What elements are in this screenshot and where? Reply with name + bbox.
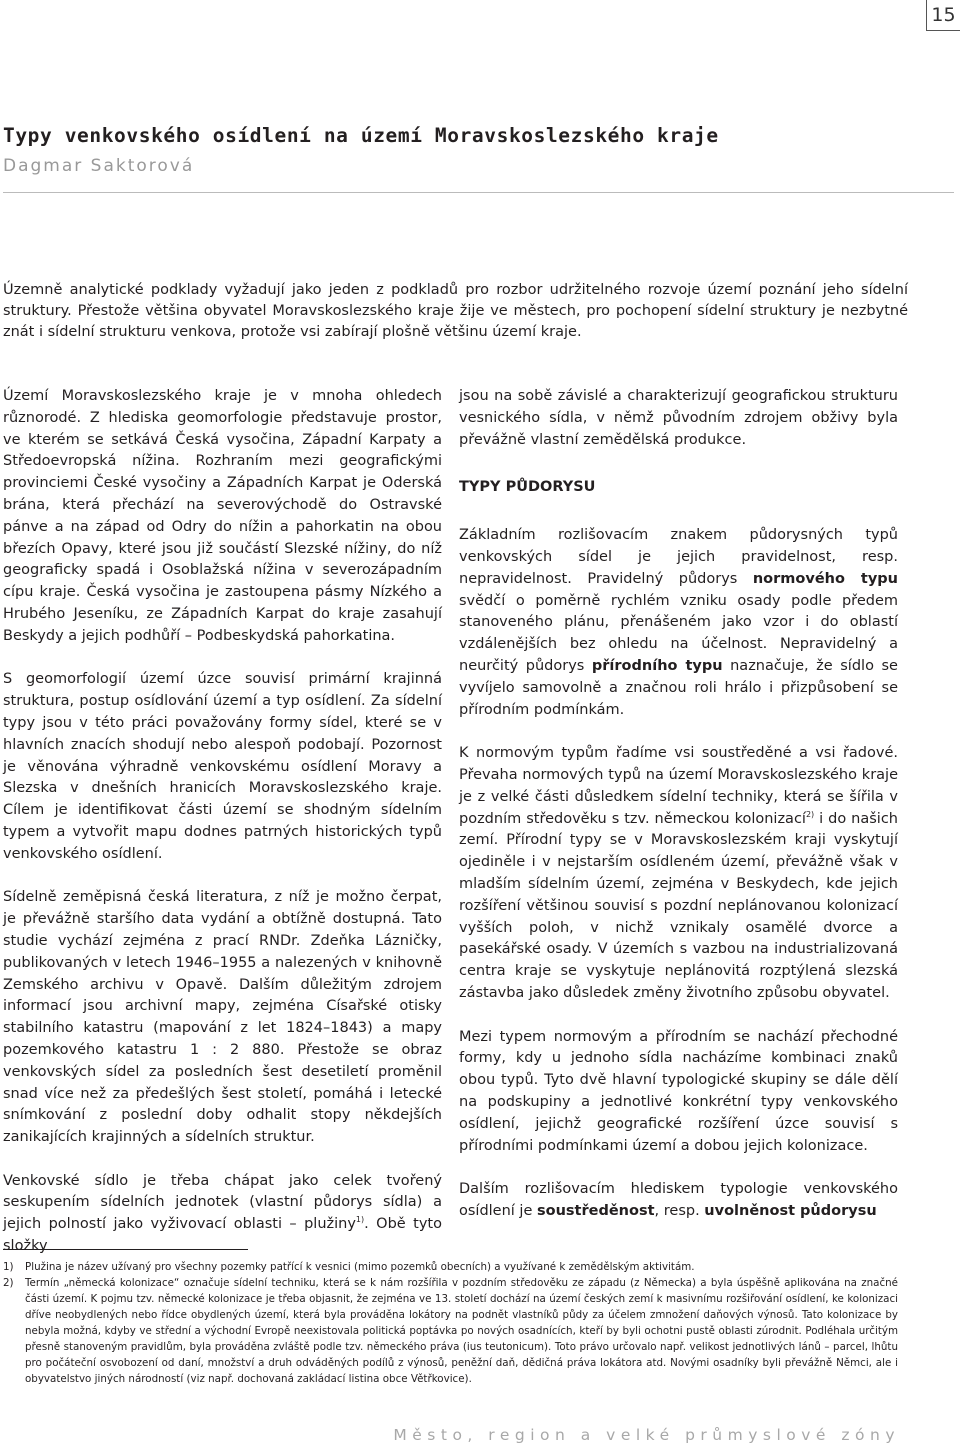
article-title: Typy venkovského osídlení na území Moravskoslezského kraje xyxy=(3,124,719,147)
right-p2-c: svědčí o poměrně rychlém vzniku osady podle předem stanoveného plánu, přenášeném jako vzor i do oblastí vzdálenějších bez ohledu na účelnost. Nepravidelný a neurčitý půdorys xyxy=(459,592,898,674)
title-divider xyxy=(3,192,954,193)
footnote-ref-2: 2) xyxy=(805,809,815,819)
running-footer: Město, region a velké průmyslové zóny xyxy=(393,1426,900,1444)
footnotes xyxy=(3,1259,898,1387)
right-column xyxy=(459,386,898,1244)
left-paragraph-3: Sídelně zeměpisná česká literatura, z níž je možno čerpat, je převážně staršího data vydání a obtížně dostupná. Tato studie vychází zejména z prací RNDr. Zdeňka Lázničky, publikovaných v letech 1946–1955 a nalezených v knihovně Zemského archivu v Opavě. Dalším důležitým zdrojem informací jsou archivní mapy, zejména Císařské otisky stabilního katastru (mapování z let 1824–1843) a mapy pozemkového katastru 1 : 2 880. Přestože se obraz venkovských sídel za posledních šest desetiletí proměnil snad více než za předešlých šest století, pomáhá i letecké snímkování z poslední doby odhalit stopy někdejších zanikajících krajinných a sídelních struktur. xyxy=(3,889,442,1146)
left-paragraph-1: Území Moravskoslezského kraje je v mnoha ohledech různorodé. Z hlediska geomorfologie představuje prostor, ve kterém se setkává Česká vysočina, Západní Karpaty a Středoevropská nížina. Rozhraním mezi geografickými provinciemi České vysočiny a Západních Karpat je Oderská brána, která přechází na severovýchodě do Ostravské pánve a na západ od Odry do nížin a pahorkatin na obou březích Opavy, které jsou již součástí Slezské nížiny, do níž geograficky spadá i Osoblažská nížina v severozápadním cípu kraje. Česká vysočina je zastoupena pásmy Nízkého a Hrubého Jeseníku, ze Západních Karpat do kraje zasahují Beskydy a jejich podhůří – Podbeskydská pahorkatina. xyxy=(3,388,442,644)
right-p5-a: Dalším rozlišovacím hlediskem typologie venkovského osídlení je xyxy=(459,1181,898,1219)
right-p3-b: i do našich zemí. Přírodní typy se v Moravskoslezském kraji vyskytují ojediněle i v nejstarším osídleném území, převážně však v mladším sídelním území, zejména v Beskydech, kde jejich rozšíření většinou souvisí s pozdní neplánovanou kolonizací vyšších poloh, v nichž vznikaly osamělé dvorce a pasekářské osady. V územích s vazbou na industrializovaná centra kraje se vyskytuje neplánovitá rozptýlená slezská zástavba jako důsledek změny životního způsobu obyvatel. xyxy=(459,810,898,1001)
right-paragraph-4: Mezi typem normovým a přírodním se nachází přechodné formy, kdy u jednoho sídla nacházíme kombinaci znaků obou typů. Tyto dvě hlavní typologické skupiny se dále dělí na podskupiny a jednotlivé konkrétní typy venkovského osídlení, jejichž geografické rozšíření úzce souvisí s přírodními podmínkami území a dobou jejich kolonizace. xyxy=(459,1028,898,1154)
left-paragraph-2: S geomorfologií území úzce souvisí primární krajinná struktura, postup osídlování území a typ osídlení. Za sídelní typy jsou v této práci považovány formy sídel, které se v hlavních znacích shodují nebo alespoň podobají. Pozornost je věnována výhradně venkovskému osídlení Moravy a Slezska v dnešních hranicích Moravskoslezského kraje. Cílem je identifikovat části území se shodným sídelním typem a vytvořit mapu dodnes patrných historických typů venkovského osídlení. xyxy=(3,671,442,862)
left-column xyxy=(3,386,442,1280)
article-author: Dagmar Saktorová xyxy=(3,156,195,176)
right-p2-e: naznačuje, že sídlo se vyvíjelo samovolně a značnou roli hrálo i přizpůsobení se přírodním podmínkám. xyxy=(459,657,898,718)
section-heading: TYPY PŮDORYSU xyxy=(459,479,596,496)
right-p2-a: Základním rozlišovacím znakem půdorysných typů venkovských sídel je jejich pravidelnost, resp. nepravidelnost. Pravidelný půdorys xyxy=(459,527,898,587)
right-paragraph-5 xyxy=(459,1179,898,1223)
footnote-number: 1) xyxy=(3,1261,14,1273)
right-p5-bold-2: uvolněnost půdorysu xyxy=(704,1202,877,1219)
left-paragraph-4-end: . Obě tyto složky xyxy=(3,1216,442,1255)
footnote-1 xyxy=(3,1259,898,1275)
left-paragraph-4 xyxy=(3,1171,442,1258)
footnote-text: Termín „německá kolonizace“ označuje sídelní techniku, která se k nám rozšířila v pozdním středověku ze západu (z Německa) a byla úspěšně aplikována na značné části území. K pojmu tzv. německé kolonizace je třeba objasnit, že zejména ve 13. století dochází na území českých zemí k masivnímu rozšiřování osídlení, ke kolonizaci dříve neobydlených nebo řídce obydlených území, která byla prováděna lokátory na podnět vlastníků půdy za účelem zmnožení daňových výnosů. Tato kolonizace by nebyla možná, kdyby ve střední a východní Evropě neexistovala politická poptávka po nových osadnících, kteří by byli ochotni pustě oblasti zúrodnit. Podléhala určitým přesně stanoveným pravidlům, byla prováděna zvláště podle tzv. německého práva (ius teutonicum). Toto právo určovalo např. velikost jednotlivých lánů – parcel, lhůtu pro počáteční osvobození od daní, množství a druh odváděných podílů z výnosů, peněžní daň, dědičná práva lokátora atd. Novými osadníky byli převážně Němci, ale i obyvatelstvo jiných národností (viz např. dochovaná zakládací listina obce Větřkovice). xyxy=(25,1277,898,1385)
footnote-divider xyxy=(3,1249,248,1250)
left-paragraph-4-text: Venkovské sídlo je třeba chápat jako celek tvořený seskupením sídelních jednotek (vlastní půdorys sídla) a jejich polností jako vyživovací oblasti – plužiny xyxy=(3,1172,442,1233)
right-paragraph-1: jsou na sobě závislé a charakterizují geografickou strukturu vesnického sídla, v němž původním zdrojem obživy byla převážně vlastní zemědělská produkce. xyxy=(459,388,898,448)
right-p2-bold-1: normového typu xyxy=(752,570,898,587)
page-number: 15 xyxy=(926,0,960,31)
footnote-ref-1: 1) xyxy=(355,1215,365,1225)
footnote-number: 2) xyxy=(3,1277,14,1289)
right-p2-bold-2: přírodního typu xyxy=(591,657,723,674)
intro-paragraph: Územně analytické podklady vyžadují jako jeden z podkladů pro rozbor udržitelného rozvoje území poznání jeho sídelní struktury. Přestože většina obyvatel Moravskoslezského kraje žije ve městech, pro pochopení sídelní struktury je nezbytné znát i sídelní strukturu venkova, protože vsi zabírají plošně většinu území kraje. xyxy=(3,282,908,340)
right-p5-bold-1: soustředěnost xyxy=(537,1202,655,1219)
right-paragraph-2 xyxy=(459,525,898,721)
right-p3-a: K normovým typům řadíme vsi soustředěné a vsi řadové. Převaha normových typů na území Moravskoslezského kraje je z velké části důsledkem sídelní techniky, která se šířila v pozdním středověku s tzv. německou kolonizací xyxy=(459,745,898,827)
footnote-text: Plužina je název užívaný pro všechny pozemky patřící k vesnici (mimo pozemků obecních) a využívané k zemědělským aktivitám. xyxy=(25,1261,695,1273)
right-paragraph-3 xyxy=(459,743,898,1005)
right-p5-c: , resp. xyxy=(654,1202,705,1219)
footnote-2 xyxy=(3,1275,898,1387)
